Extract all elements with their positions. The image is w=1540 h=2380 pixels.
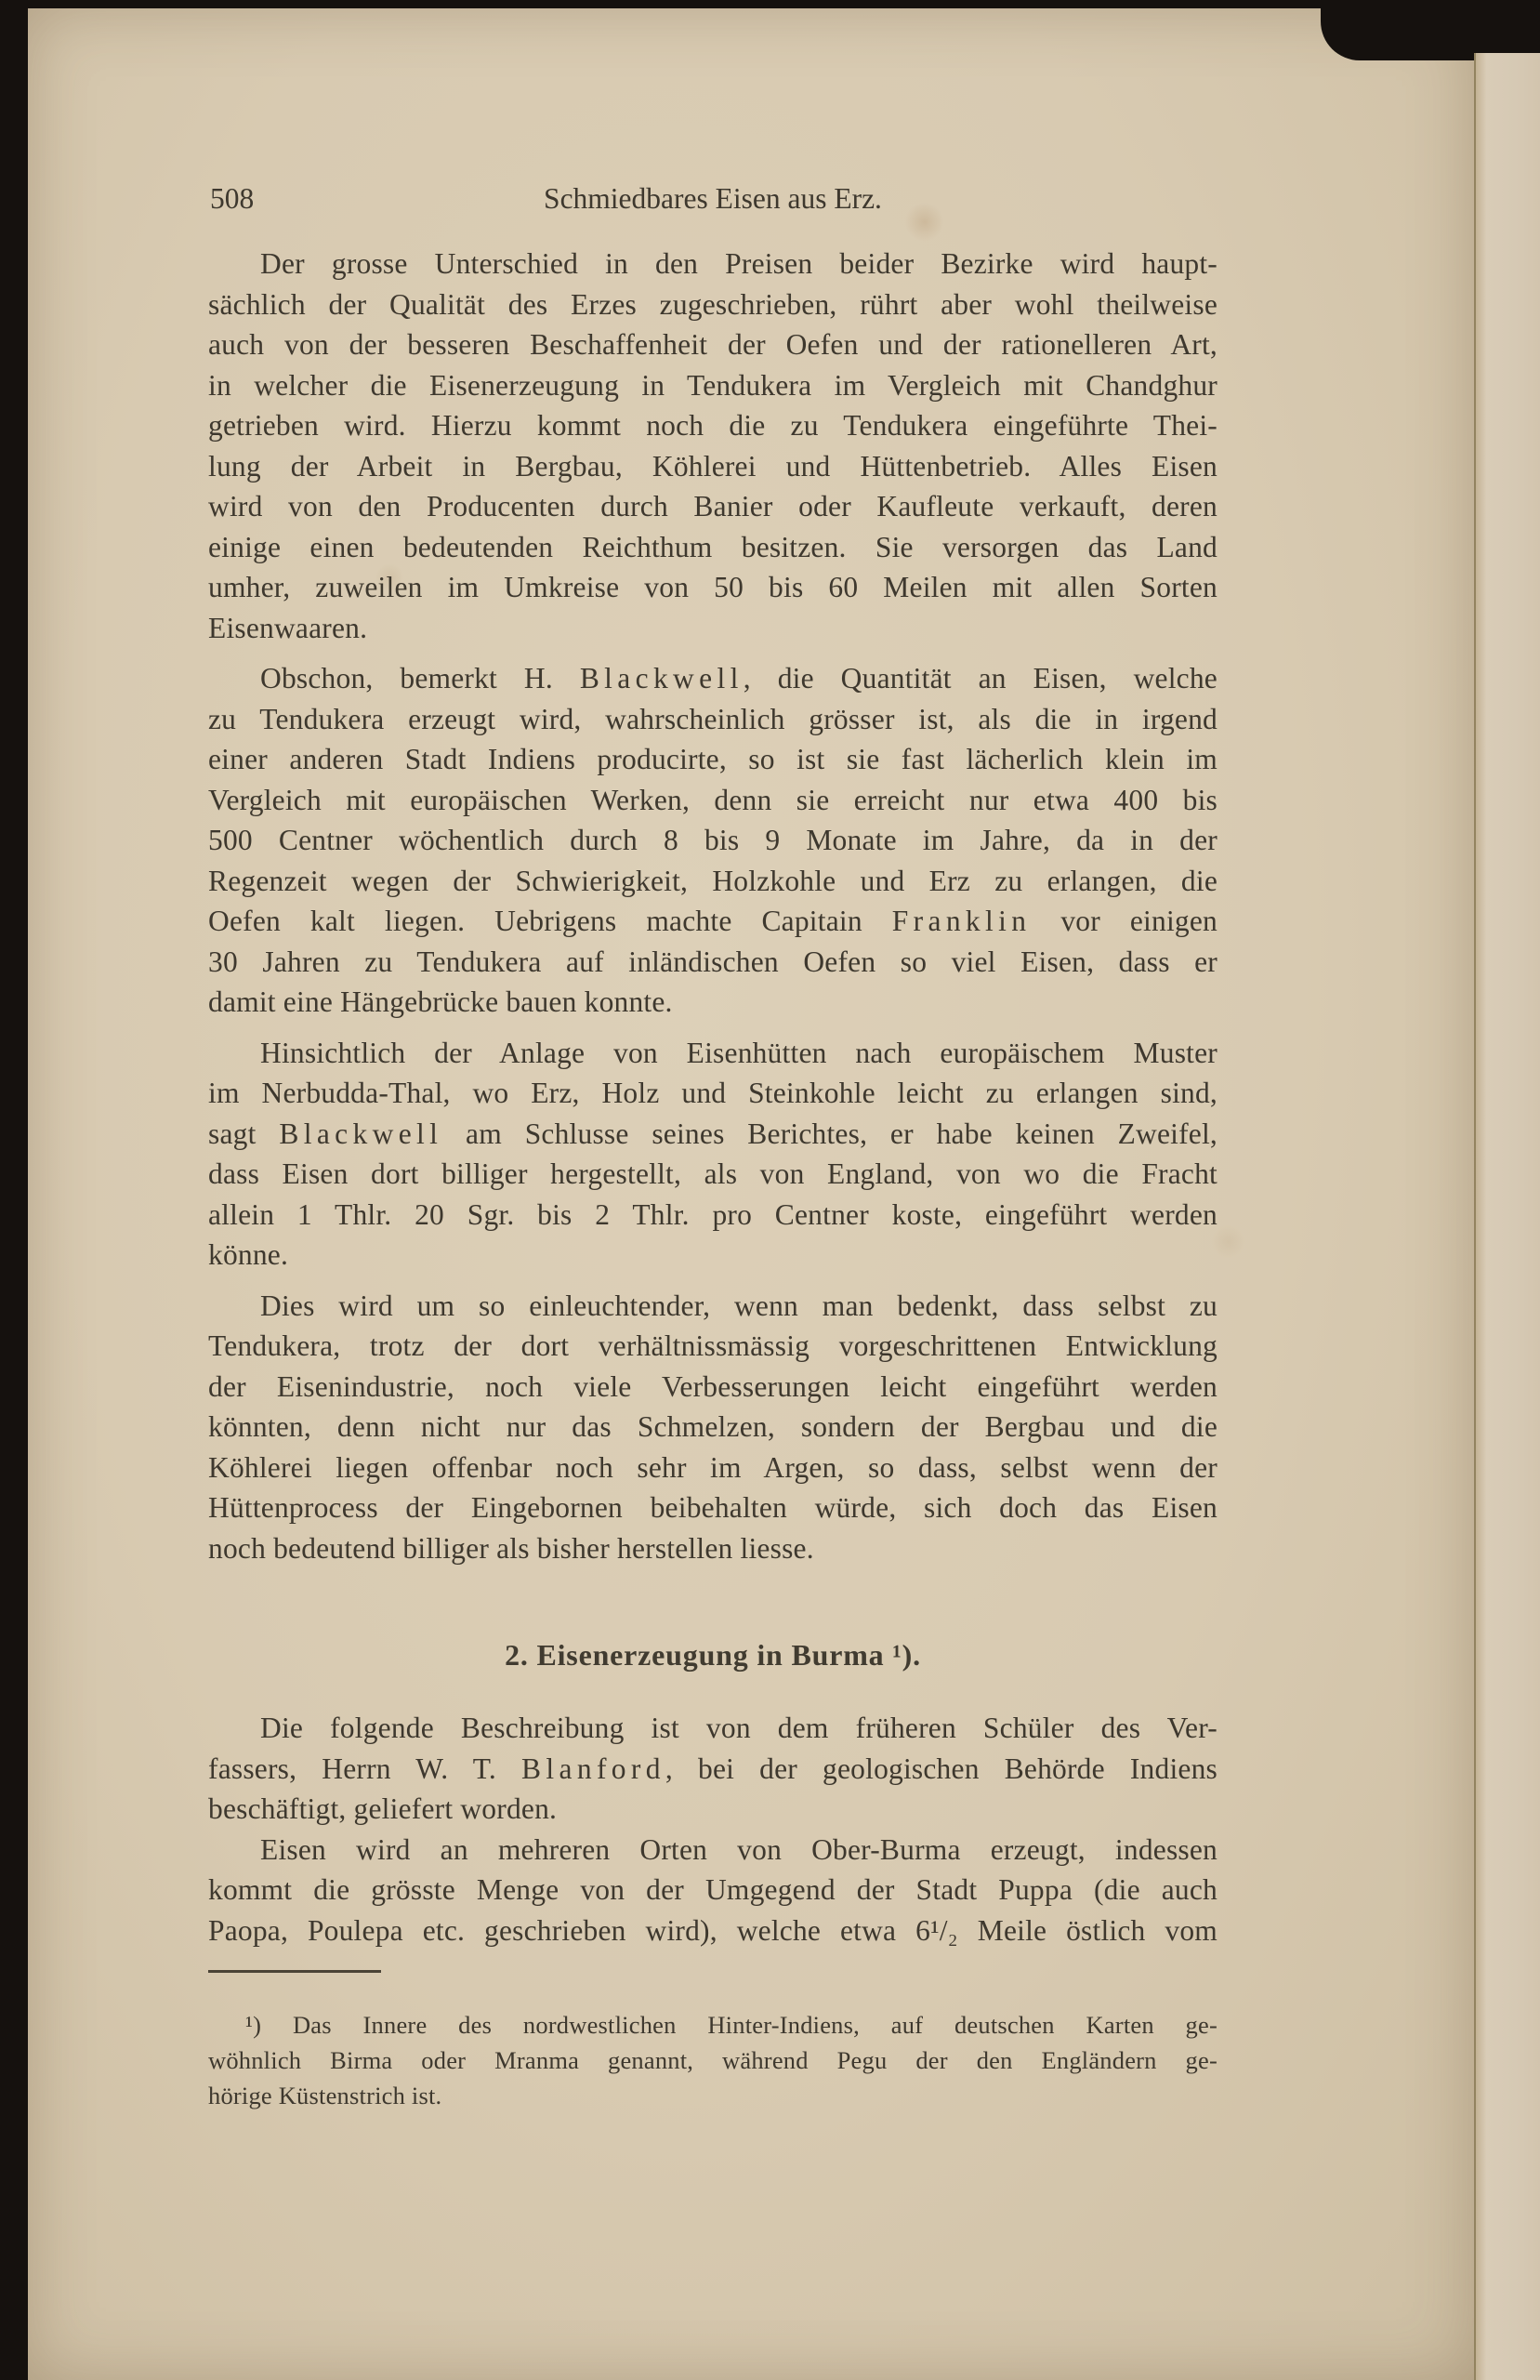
text-line: Köhlerei liegen offenbar noch sehr im Argen, so dass, selbst wenn der — [208, 1450, 1218, 1484]
binding-shadow — [1321, 8, 1474, 60]
running-header: Schmiedbares Eisen aus Erz. — [544, 182, 882, 215]
text-line: Eisen wird an mehreren Orten von Ober-Burma erzeugt, indessen — [260, 1832, 1218, 1866]
text-line: getrieben wird. Hierzu kommt noch die zu Tendukera eingeführte Thei- — [208, 409, 1218, 442]
text-line: sagt Blackwell am Schlusse seines Berichtes, er habe keinen Zweifel, — [208, 1117, 1218, 1150]
text-line: noch bedeutend billiger als bisher herstellen liesse. — [208, 1531, 814, 1565]
text-line: Eisenwaaren. — [208, 611, 368, 644]
body-paragraph — [208, 1708, 1218, 1830]
text-line: Dies wird um so einleuchtender, wenn man bedenkt, dass selbst zu — [260, 1289, 1218, 1322]
text-line: Regenzeit wegen der Schwierigkeit, Holzkohle und Erz zu erlangen, die — [208, 864, 1218, 897]
text-line: auch von der besseren Beschaffenheit der Oefen und der rationelleren Art, — [208, 328, 1218, 361]
footnote — [208, 2007, 1218, 2113]
text-line: beschäftigt, geliefert worden. — [208, 1792, 558, 1825]
next-page-edge — [1474, 53, 1540, 2380]
book-page — [28, 8, 1474, 2380]
footnote-line: wöhnlich Birma oder Mranma genannt, während Pegu der den Engländern ge- — [208, 2046, 1218, 2074]
text-line: Oefen kalt liegen. Uebrigens machte Capitain Franklin vor einigen — [208, 905, 1218, 937]
text-line: Vergleich mit europäischen Werken, denn sie erreicht nur etwa 400 bis — [208, 783, 1218, 816]
text-line: könnten, denn nicht nur das Schmelzen, sondern der Bergbau und die — [208, 1410, 1218, 1443]
text-line: Hinsichtlich der Anlage von Eisenhütten nach europäischem Muster — [260, 1036, 1218, 1069]
text-line: Die folgende Beschreibung ist von dem früheren Schüler des Ver- — [260, 1712, 1218, 1744]
text-line: Paopa, Poulepa etc. geschrieben wird), welche etwa 6¹/₂ Meile östlich vom — [208, 1913, 1218, 1947]
text-line: umher, zuweilen im Umkreise von 50 bis 60 Meilen mit allen Sorten — [208, 571, 1218, 603]
text-line: einer anderen Stadt Indiens producirte, so ist sie fast lächerlich klein im — [208, 743, 1218, 775]
text-line: kommt die grösste Menge von der Umgegend der Stadt Puppa (die auch — [208, 1873, 1218, 1906]
text-line: zu Tendukera erzeugt wird, wahrscheinlich grösser ist, als die in irgend — [208, 702, 1218, 735]
footnote-rule — [208, 1970, 381, 1973]
text-line: im Nerbudda-Thal, wo Erz, Holz und Steinkohle leicht zu erlangen sind, — [208, 1077, 1218, 1109]
text-line: sächlich der Qualität des Erzes zugeschrieben, rührt aber wohl theilweise — [208, 287, 1218, 321]
text-line: Der grosse Unterschied in den Preisen beider Bezirke wird haupt- — [260, 247, 1218, 280]
body-paragraph — [208, 1286, 1218, 1569]
text-line: der Eisenindustrie, noch viele Verbesserungen leicht eingeführt werden — [208, 1369, 1218, 1403]
text-line: Hüttenprocess der Eingebornen beibehalten würde, sich doch das Eisen — [208, 1491, 1218, 1524]
page-number: 508 — [210, 182, 255, 215]
running-header-row — [208, 178, 1218, 219]
section-heading: 2. Eisenerzeugung in Burma ¹). — [505, 1638, 921, 1672]
text-line: 500 Centner wöchentlich durch 8 bis 9 Monate im Jahre, da in der — [208, 824, 1218, 856]
body-paragraph — [208, 1033, 1218, 1276]
text-line: 30 Jahren zu Tendukera auf inländischen Oefen so viel Eisen, dass er — [208, 945, 1218, 978]
text-line: Tendukera, trotz der dort verhältnissmässig vorgeschrittenen Entwicklung — [208, 1329, 1218, 1362]
footnote-line: ¹) Das Innere des nordwestlichen Hinter-Indiens, auf deutschen Karten ge- — [245, 2011, 1218, 2039]
text-line: lung der Arbeit in Bergbau, Köhlerei und Hüttenbetrieb. Alles Eisen — [208, 449, 1218, 483]
text-line: wird von den Producenten durch Banier oder Kaufleute verkauft, deren — [208, 490, 1218, 522]
page-content — [208, 8, 1218, 2113]
text-line: damit eine Hängebrücke bauen konnte. — [208, 985, 673, 1018]
text-line: fassers, Herrn W. T. Blanford, bei der geologischen Behörde Indiens — [208, 1752, 1218, 1785]
body-paragraph — [208, 658, 1218, 1023]
body-paragraph — [208, 244, 1218, 648]
body-paragraph — [208, 1830, 1218, 1951]
text-line: könne. — [208, 1238, 289, 1271]
text-line: dass Eisen dort billiger hergestellt, als von England, von wo die Fracht — [208, 1157, 1218, 1190]
text-line: in welcher die Eisenerzeugung in Tendukera im Vergleich mit Chandghur — [208, 368, 1218, 402]
text-line: Obschon, bemerkt H. Blackwell, die Quantität an Eisen, welche — [260, 662, 1218, 694]
text-line: allein 1 Thlr. 20 Sgr. bis 2 Thlr. pro Centner koste, eingeführt werden — [208, 1197, 1218, 1231]
text-line: einige einen bedeutenden Reichthum besitzen. Sie versorgen das Land — [208, 530, 1218, 563]
footnote-line: hörige Küstenstrich ist. — [208, 2082, 442, 2109]
